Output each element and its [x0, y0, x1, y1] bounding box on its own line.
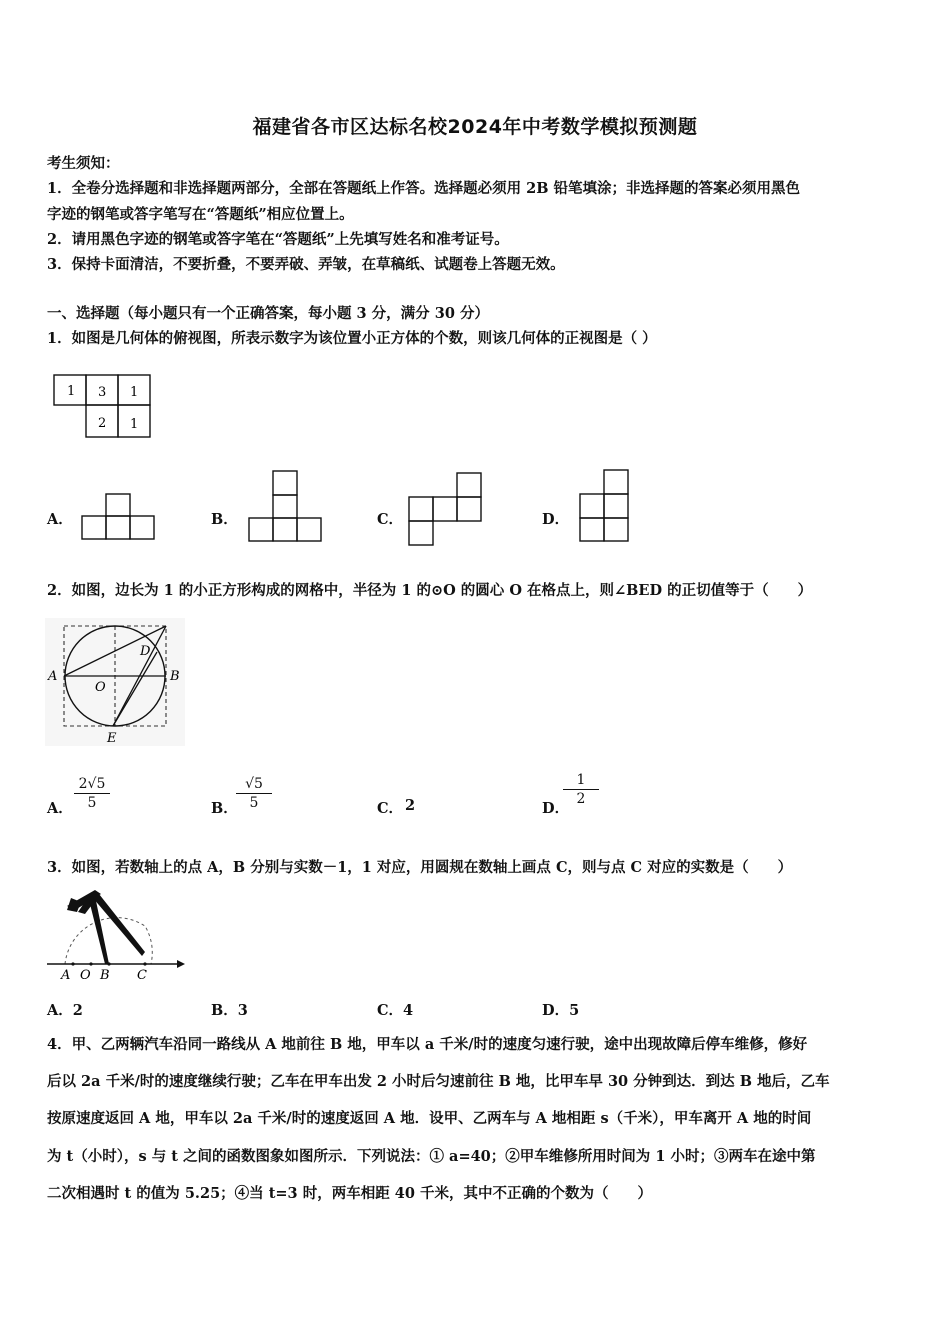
q2-option-a-label: A． [47, 800, 73, 817]
grid-cell: 1 [130, 385, 139, 400]
page-title: 福建省各市区达标名校2024年中考数学模拟预测题 [252, 116, 698, 138]
q1-option-c-label: C． [377, 511, 404, 528]
question-2-text: 2．如图，边长为 1 的小正方形构成的网格中，半径为 1 的⊙O 的圆心 O 在格点上，则∠BED 的正切值等于（ ） [47, 582, 813, 599]
numerator: 2√5 [74, 776, 110, 794]
notice-item-1a: 1．全卷分选择题和非选择题两部分，全部在答题纸上作答。选择题必须用 2B 铅笔填涂；非选择题的答案必须用黑色 [47, 180, 801, 197]
point-label: A [48, 669, 58, 684]
q2-option-b-fraction [236, 776, 272, 811]
question-1-text: 1．如图是几何体的俯视图，所表示数字为该位置小正方体的个数，则该几何体的正视图是（ ） [47, 330, 657, 347]
arc [65, 918, 152, 964]
q2-option-d-label: D． [542, 800, 570, 817]
q2-option-c-label: C． [377, 800, 404, 817]
question-4-line-1: 4．甲、乙两辆汽车沿同一路线从 A 地前往 B 地，甲车以 a 千米/时的速度匀速行驶，途中出现故障后停车维修，修好 [47, 1036, 808, 1053]
q1-option-b-figure [249, 470, 323, 542]
compass-icon [67, 890, 145, 964]
q3-option-a: A．2 [47, 1002, 83, 1019]
q1-option-b-label: B． [211, 511, 238, 528]
point-label: O [95, 680, 106, 695]
q3-option-b: B．3 [211, 1002, 248, 1019]
point-label: B [100, 968, 110, 983]
q2-circle-figure [45, 618, 185, 746]
numerator: √5 [236, 776, 272, 794]
q1-option-a-label: A． [47, 511, 73, 528]
notice-heading: 考生须知： [47, 155, 120, 172]
question-4-line-4: 为 t（小时），s 与 t 之间的函数图象如图所示．下列说法：① a=40；②甲车维修所用时间为 1 小时；③两车在途中第 [47, 1148, 816, 1165]
q2-option-a-fraction [74, 776, 110, 811]
question-3-text: 3．如图，若数轴上的点 A，B 分别与实数－1，1 对应，用圆规在数轴上画点 C，则与点 C 对应的实数是（ ） [47, 859, 793, 876]
q1-top-view-grid [53, 374, 153, 440]
q2-option-b-label: B． [211, 800, 238, 817]
grid-cell: 2 [98, 416, 107, 431]
point-label: O [80, 968, 91, 983]
notice-item-3: 3．保持卡面清洁，不要折叠，不要弄破、弄皱，在草稿纸、试题卷上答题无效。 [47, 256, 565, 273]
question-4-line-3: 按原速度返回 A 地，甲车以 2a 千米/时的速度返回 A 地．设甲、乙两车与 A 地相距 s（千米），甲车离开 A 地的时间 [47, 1110, 812, 1127]
q3-option-c: C．4 [377, 1002, 414, 1019]
notice-item-1b: 字迹的钢笔或答字笔写在“答题纸”相应位置上。 [47, 206, 354, 223]
q1-option-d-figure [580, 469, 632, 543]
grid-cell: 1 [130, 417, 139, 432]
point-label: C [137, 968, 147, 983]
q1-option-c-figure [409, 472, 485, 548]
denominator: 2 [576, 791, 586, 807]
q1-option-d-label: D． [542, 511, 570, 528]
point-label: E [107, 731, 117, 746]
denominator: 5 [249, 795, 259, 811]
notice-item-2: 2．请用黑色字迹的钢笔或答字笔在“答题纸”上先填写姓名和准考证号。 [47, 231, 509, 248]
numerator: 1 [563, 772, 599, 790]
q3-option-d: D．5 [542, 1002, 580, 1019]
question-4-line-2: 后以 2a 千米/时的速度继续行驶；乙车在甲车出发 2 小时后匀速前往 B 地，比甲车早 30 分钟到达．到达 B 地后，乙车 [47, 1073, 830, 1090]
point-label: A [61, 968, 71, 983]
point-label: B [170, 669, 180, 684]
denominator: 5 [87, 795, 97, 811]
q2-option-c-value: 2 [405, 797, 416, 814]
grid-cell: 1 [67, 384, 76, 399]
q1-option-a-figure [81, 493, 155, 541]
point-label: D [140, 644, 151, 659]
section-heading: 一、选择题（每小题只有一个正确答案，每小题 3 分，满分 30 分） [47, 305, 489, 322]
grid-cell: 3 [98, 385, 107, 400]
question-4-line-5: 二次相遇时 t 的值为 5.25；④当 t=3 时，两车相距 40 千米，其中不正确的个数为（ ） [47, 1185, 652, 1202]
q2-option-d-fraction [563, 772, 599, 807]
arrow-icon [177, 960, 185, 968]
q3-compass-figure [45, 886, 185, 982]
